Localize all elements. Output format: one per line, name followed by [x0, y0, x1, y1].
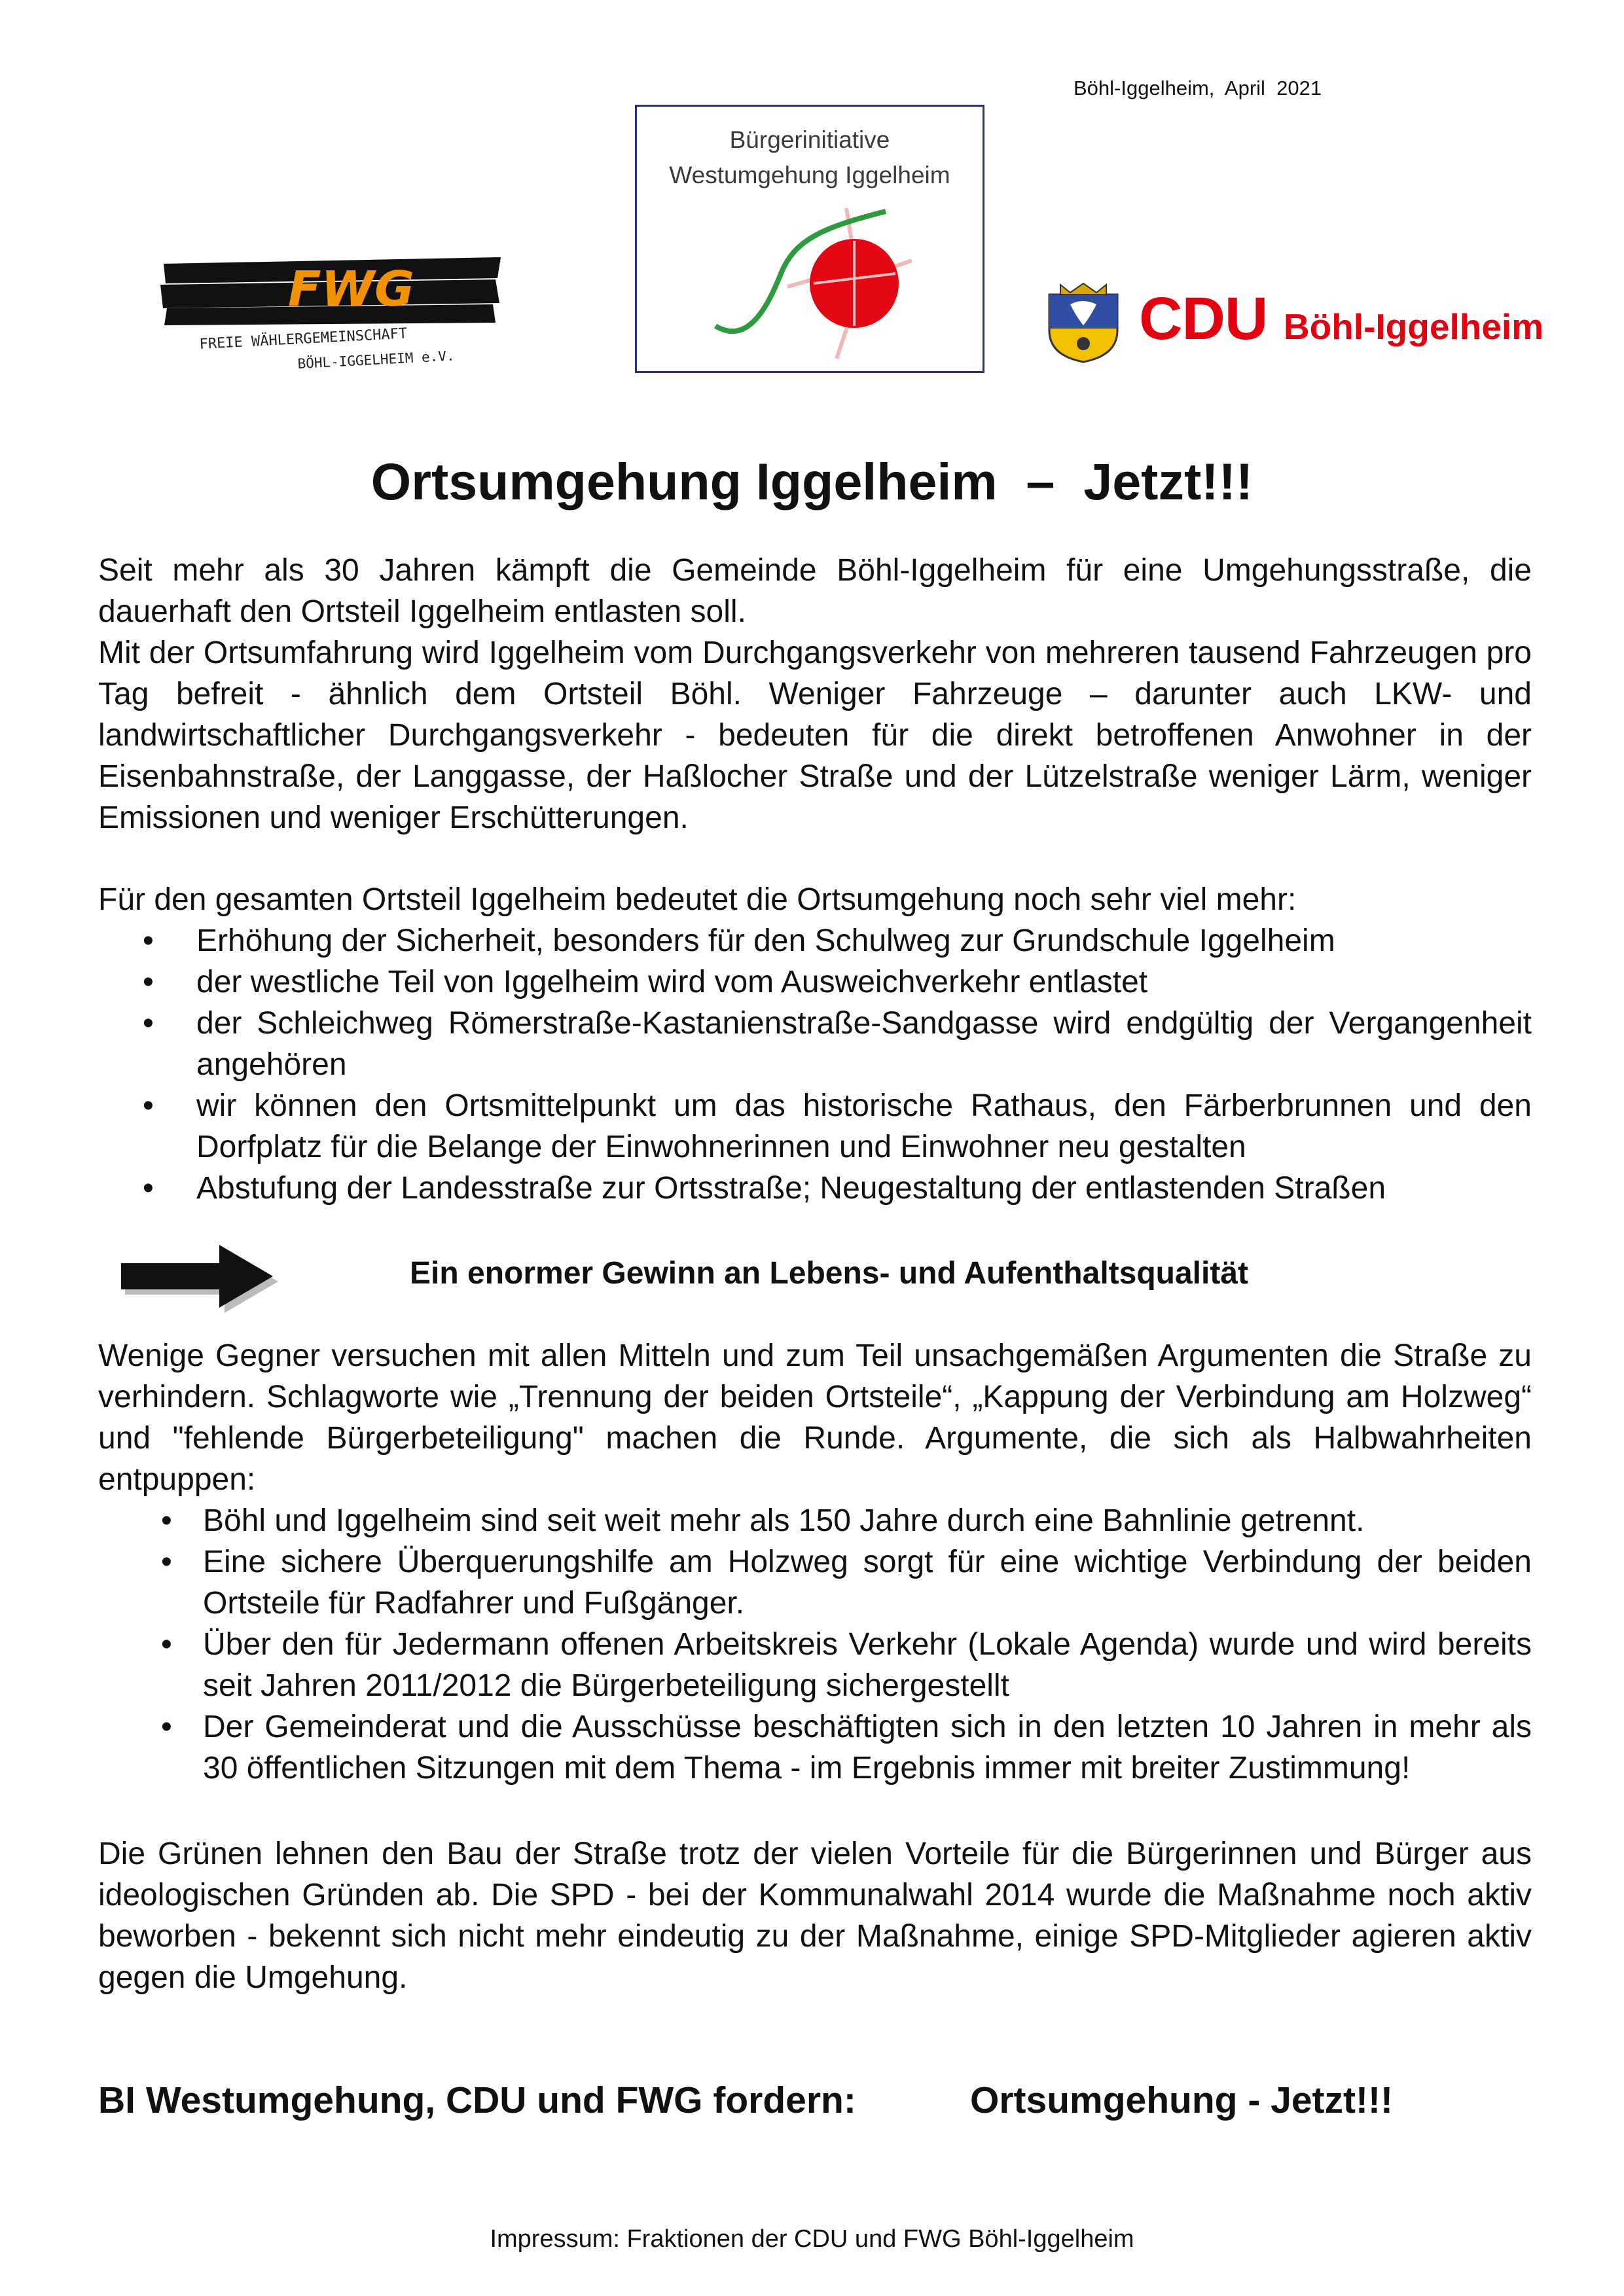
list-item	[98, 1500, 1532, 1541]
dateline: Böhl-Iggelheim, April 2021	[1074, 77, 1322, 99]
cdu-logo	[1044, 278, 1620, 363]
bullet-icon: •	[143, 1088, 154, 1123]
bi-route-graphic	[702, 195, 918, 365]
fwg-logo-graphic	[160, 252, 504, 376]
demand-slogan: Ortsumgehung - Jetzt!!!	[970, 2079, 1393, 2121]
benefit-text: der Schleichweg Römerstraße-Kastanienstraße-Sandgasse wird endgültig der Vergangenheit angehören	[196, 1006, 1532, 1082]
bullet-icon: •	[143, 965, 154, 999]
cdu-mark: CDU	[1139, 285, 1268, 352]
fwg-mark: FWG	[288, 261, 414, 317]
coat-of-arms-icon	[1044, 278, 1123, 363]
bi-logo	[635, 105, 984, 373]
bullet-icon: •	[161, 1710, 172, 1744]
list-item	[98, 961, 1532, 1003]
bullet-icon: •	[161, 1627, 172, 1662]
fwg-line2: BÖHL-IGGELHEIM e.V.	[297, 348, 456, 372]
bullet-icon: •	[143, 924, 154, 958]
bullet-icon: •	[143, 1006, 154, 1041]
fwg-logo	[160, 252, 504, 376]
page-title: Ortsumgehung Iggelheim – Jetzt!!!	[370, 452, 1254, 511]
list-item	[98, 1624, 1532, 1706]
bullet-icon: •	[143, 1171, 154, 1206]
list-item	[98, 1085, 1532, 1168]
opponents-section	[98, 1335, 1532, 1789]
bullet-icon: •	[161, 1503, 172, 1538]
fwg-line1: FREIE WÄHLERGEMEINSCHAFT	[199, 325, 408, 353]
intro-paragraph-2: Mit der Ortsumfahrung wird Iggelheim vom Durchgangsverkehr von mehreren tausend Fahrzeugen pro Tag befreit - ähnlich dem Ortsteil Böhl. Weniger Fahrzeuge – darunter auch LKW- und landwirtschaftlicher Durchgangsverkehr - bedeuten für die direkt betroffenen Anwohner in der Eisenbahnstraße, der Langgasse, der Haßlocher Straße und der Lützelstraße weniger Lärm, weniger Emissionen und weniger Erschütterungen.	[98, 636, 1532, 835]
rebuttal-text: Über den für Jedermann offenen Arbeitskreis Verkehr (Lokale Agenda) wurde und wird bereits seit Jahren 2011/2012 die Bürgerbeteiligung sichergestellt	[203, 1627, 1532, 1703]
list-item	[98, 920, 1532, 961]
demand-heading: BI Westumgehung, CDU und FWG fordern:	[98, 2079, 856, 2121]
list-item	[98, 1003, 1532, 1085]
cdu-wordmark	[1139, 285, 1543, 353]
benefits-list	[98, 920, 1532, 1209]
rebuttal-text: Der Gemeinderat und die Ausschüsse beschäftigten sich in den letzten 10 Jahren in mehr als 30 öffentlichen Sitzungen mit dem Thema - im Ergebnis immer mit breiter Zustimmung!	[203, 1710, 1532, 1785]
list-item	[98, 1541, 1532, 1624]
benefit-text: wir können den Ortsmittelpunkt um das historische Rathaus, den Färberbrunnen und den Dorfplatz für die Belange der Einwohnerinnen und Einwohner neu gestalten	[196, 1088, 1532, 1164]
gain-statement: Ein enormer Gewinn an Lebens- und Aufenthaltsqualität	[410, 1256, 1248, 1291]
cdu-sub: Böhl-Iggelheim	[1283, 306, 1544, 347]
imprint: Impressum: Fraktionen der CDU und FWG Böhl-Iggelheim	[490, 2225, 1134, 2253]
opponents-lead: Wenige Gegner versuchen mit allen Mitteln und zum Teil unsachgemäßen Argumenten die Straße zu verhindern. Schlagworte wie „Trennung der beiden Ortsteile“, „Kappung der Verbindung am Holzweg“ und "fehlende Bürgerbeteiligung" machen die Runde. Argumente, die sich als Halbwahrheiten entpuppen:	[98, 1338, 1532, 1497]
bi-logo-line1: Bürgerinitiative	[729, 126, 890, 153]
benefits-section	[98, 879, 1532, 1209]
bi-logo-line2: Westumgehung Iggelheim	[669, 162, 950, 188]
rebuttal-text: Eine sichere Überquerungshilfe am Holzweg sorgt für eine wichtige Verbindung der beiden Ortsteile für Radfahrer und Fußgänger.	[203, 1545, 1532, 1621]
rebuttal-list	[98, 1500, 1532, 1789]
arrow-right-icon	[121, 1244, 281, 1316]
benefit-text: Erhöhung der Sicherheit, besonders für den Schulweg zur Grundschule Iggelheim	[196, 924, 1335, 958]
intro-paragraph-1: Seit mehr als 30 Jahren kämpft die Gemeinde Böhl-Iggelheim für eine Umgehungsstraße, die dauerhaft den Ortsteil Iggelheim entlasten soll.	[98, 553, 1532, 629]
rebuttal-text: Böhl und Iggelheim sind seit weit mehr als 150 Jahre durch eine Bahnlinie getrennt.	[203, 1503, 1365, 1538]
parties-section	[98, 1833, 1532, 1998]
intro-section	[98, 550, 1532, 838]
bullet-icon: •	[161, 1545, 172, 1579]
list-item	[98, 1168, 1532, 1209]
list-item	[98, 1706, 1532, 1789]
benefit-text: der westliche Teil von Iggelheim wird vom Ausweichverkehr entlastet	[196, 965, 1148, 999]
benefit-text: Abstufung der Landesstraße zur Ortsstraße; Neugestaltung der entlastenden Straßen	[196, 1171, 1386, 1206]
benefits-lead: Für den gesamten Ortsteil Iggelheim bedeutet die Ortsumgehung noch sehr viel mehr:	[98, 882, 1297, 917]
parties-paragraph: Die Grünen lehnen den Bau der Straße trotz der vielen Vorteile für die Bürgerinnen und Bürger aus ideologischen Gründen ab. Die SPD - bei der Kommunalwahl 2014 wurde die Maßnahme noch aktiv beworben - bekennt sich nicht mehr eindeutig zu der Maßnahme, einige SPD-Mitglieder agieren aktiv gegen die Umgehung.	[98, 1837, 1532, 1995]
